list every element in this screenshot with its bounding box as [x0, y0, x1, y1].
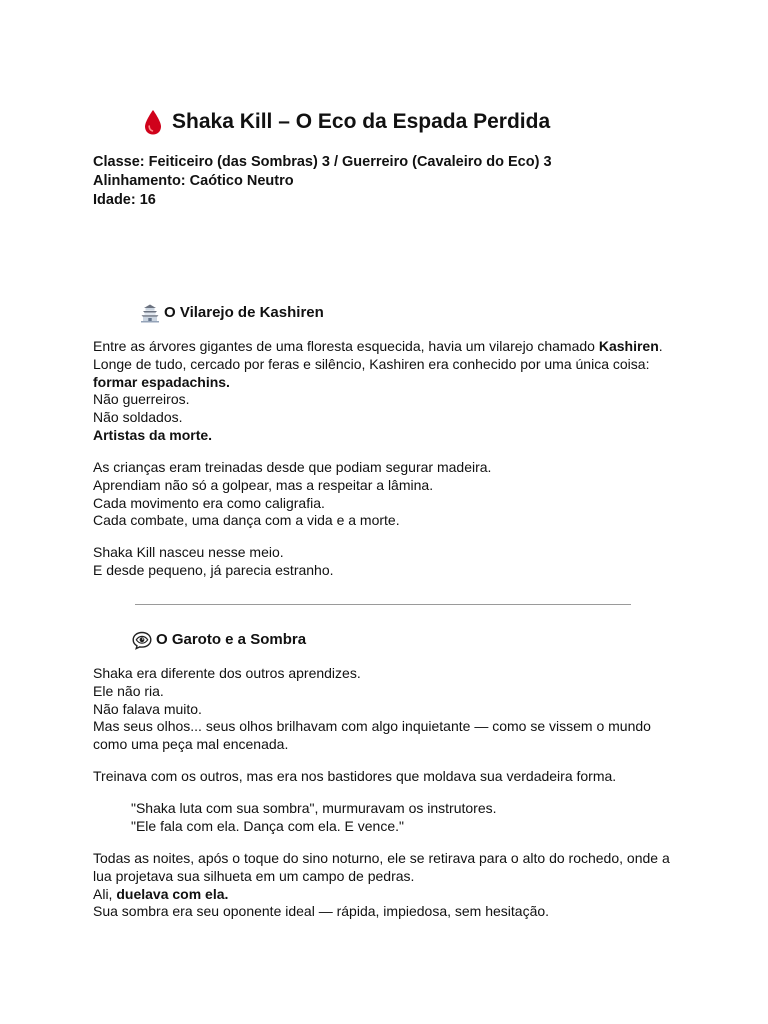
bold-text: Kashiren [598, 338, 659, 354]
bold-text: formar espadachins. [93, 373, 230, 390]
text-line [93, 374, 663, 392]
text-line: Não soldados. [93, 409, 183, 426]
japanese-castle-icon [140, 303, 160, 323]
horizontal-divider [135, 604, 631, 605]
text-line [93, 338, 663, 356]
text-line [93, 886, 683, 904]
document-title [142, 108, 550, 136]
text-span: Ali, [93, 885, 117, 902]
text-line: E desde pequeno, já parecia estranho. [93, 561, 334, 578]
section-heading-text: O Vilarejo de Kashiren [164, 304, 324, 321]
text-line: Mas seus olhos... seus olhos brilhavam com algo inquietante — como se vissem o mundo como uma peça mal encenada. [93, 718, 651, 753]
bold-text: Artistas da morte. [93, 426, 213, 443]
paragraph-garoto-1 [93, 665, 683, 754]
paragraph-vilarejo-1 [93, 338, 663, 445]
paragraph-vilarejo-3 [93, 544, 334, 580]
text-line: Aprendiam não só a golpear, mas a respeitar a lâmina. [93, 476, 434, 493]
text-line: Treinava com os outros, mas era nos bastidores que moldava sua verdadeira forma. [93, 768, 617, 784]
bold-text: duelava com ela. [116, 885, 229, 902]
quote-block [131, 800, 497, 836]
text-span: . [658, 338, 663, 354]
text-line: Não falava muito. [93, 700, 202, 717]
text-line: As crianças eram treinadas desde que podiam segurar madeira. [93, 459, 492, 475]
text-line: Cada movimento era como caligrafia. [93, 494, 325, 511]
section-heading-garoto [132, 630, 306, 650]
character-meta [93, 153, 552, 210]
text-line: Longe de tudo, cercado por feras e silêncio, Kashiren era conhecido por uma única coisa: [93, 355, 650, 372]
title-text: Shaka Kill – O Eco da Espada Perdida [172, 110, 551, 133]
text-line: Não guerreiros. [93, 391, 190, 408]
quote-line: "Ele fala com ela. Dança com ela. E vence." [131, 817, 404, 834]
text-line: Ele não ria. [93, 682, 164, 699]
paragraph-garoto-3 [93, 850, 683, 921]
text-line: Shaka Kill nasceu nesse meio. [93, 544, 284, 560]
quote-line: "Shaka luta com sua sombra", murmuravam os instrutores. [131, 800, 497, 816]
meta-class: Classe: Feiticeiro (das Sombras) 3 / Guerreiro (Cavaleiro do Eco) 3 [93, 154, 552, 170]
text-span: Entre as árvores gigantes de uma floresta esquecida, havia um vilarejo chamado [93, 338, 599, 354]
text-line: Todas as noites, após o toque do sino noturno, ele se retirava para o alto do rochedo, onde a lua projetava sua silhueta em um campo de pedras. [93, 850, 670, 884]
text-line: Cada combate, uma dança com a vida e a morte. [93, 512, 400, 529]
text-line: Shaka era diferente dos outros aprendizes. [93, 665, 361, 681]
text-line: Sua sombra era seu oponente ideal — rápida, impiedosa, sem hesitação. [93, 903, 550, 920]
section-heading-vilarejo [140, 303, 324, 323]
eye-in-speech-bubble-icon [132, 630, 152, 650]
drop-of-blood-icon [142, 108, 164, 136]
paragraph-vilarejo-2 [93, 459, 491, 530]
meta-age: Idade: 16 [93, 192, 156, 208]
paragraph-garoto-2 [93, 768, 616, 786]
section-heading-text: O Garoto e a Sombra [156, 631, 307, 648]
text-line [93, 427, 663, 445]
meta-alignment: Alinhamento: Caótico Neutro [93, 173, 294, 189]
